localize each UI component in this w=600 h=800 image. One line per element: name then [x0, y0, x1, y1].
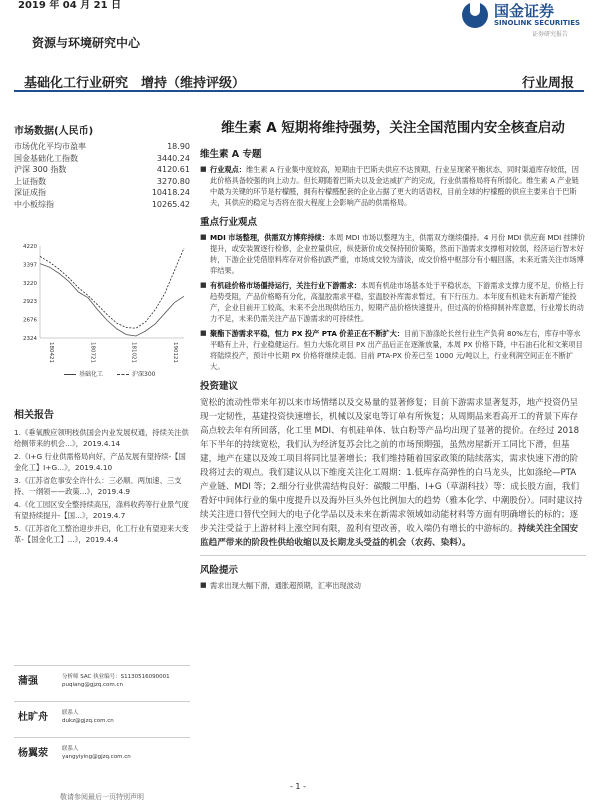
bullet-text: 本周 MDI 市场以整理为主，供需双方继续僵持。4 月份 MDI 供应商 MDI 挂牌价提升，或安装置逐行检修，企业控量供应，纵使新价成交保持韧价策略，然而下游需求支撑相对较弱，经济运行智未好转，下游企业凭借原料库存对价格抗跌严重，市场成交较为清淡，成交价格中枢部分有小幅回落，未来近需关注市场博弈结果。 [210, 233, 586, 275]
market-label: 沪深 300 指数 [14, 165, 67, 175]
paragraph-emphasis: 持续关注全国安监趋严带来的阶段性供给收缩以及长期龙头受益的机会（农药、染料）。 [200, 524, 579, 548]
market-value: 3270.80 [156, 176, 190, 186]
legend-label: 基础化工 [79, 371, 104, 378]
logo-text-en: SINOLINK SECURITIES [494, 19, 581, 27]
market-row [14, 176, 190, 188]
bullet-lead: 行业观点： [210, 165, 246, 174]
analyst-name: 蒲强 [18, 676, 38, 687]
related-reports [14, 406, 190, 547]
related-item[interactable]: 4.《化工园区安全整持续高压，涤料收药等行业景气度有望持续提升-【国...》，2019.4.7 [14, 500, 189, 520]
bullet-lead: 有机硅价格市场僵持运行，关注行业下游需求： [210, 281, 361, 290]
market-row [14, 187, 190, 199]
bullet-item [200, 232, 586, 276]
x-tick-label: 180721 [89, 342, 96, 363]
y-tick-label: 2923 [23, 299, 37, 306]
logo-text-cn: 国金证券 [494, 2, 555, 20]
section-heading: 重点行业观点 [200, 217, 258, 228]
analyst-info: 联系人 [62, 746, 79, 752]
bullet-text: 维生素 A 行业集中度较高，短期由于巴斯夫供应不达预期，行业呈现紧平衡状态，同时渠道库存较低，因此价格具备较强的向上动力。但长期随着巴斯夫以及金达威扩产的完成，行业供需格局将有所弱化。维生素 A 产业链中最为关键的环节是柠檬醛，拥有柠檬醛配套的企业占据了更大的话语权，目前全球的柠檬醛的供应主要来自于巴斯夫，其供应的稳定与否将在很大程度上会影响产品的供需格局。 [210, 165, 579, 207]
analyst-card [14, 737, 190, 773]
chart-legend [64, 369, 155, 378]
analyst-name: 杨翼荥 [18, 748, 48, 759]
market-data [14, 122, 190, 211]
market-value: 10265.42 [151, 199, 190, 209]
legend-item [117, 369, 155, 378]
bullet-icon: ■ [200, 281, 207, 289]
logo-subtext: 证券研究报告 [532, 31, 569, 38]
analyst-info: 联系人 [62, 710, 79, 716]
market-data-title: 市场数据(人民币) [14, 126, 94, 137]
market-value: 3440.24 [156, 153, 190, 163]
page-footer [0, 780, 600, 800]
bullet-lead: 聚酯下游需求平稳，恒力 PX 投产 PTA 价差正在不断扩大： [210, 329, 405, 338]
bullet-text: 本周有机硅市场基本处于平稳状态，下游需求支撑力度不足，价格上行趋势受阻，产品价格略有分化，高温胶需求平稳，室温胶补库需求暂过，有下行压力。本年度有机硅未有新增产能投产，企业目前开工较高，未来不会出现供给压力，短期产品价格快速提升，但过高的价格抑制补库意愿，行业增长的动力不足，未来仍需关注产品下游需求的可持续性。 [210, 281, 584, 323]
section-heading: 投资建议 [200, 381, 239, 392]
index-chart [14, 238, 190, 386]
analyst-info: 分析师 SAC 执业编号：S1130516090001 [62, 674, 170, 680]
divider [200, 555, 586, 556]
x-tick-label: 181021 [130, 342, 137, 363]
analyst-card [14, 701, 190, 737]
bullet-icon: ■ [200, 329, 207, 337]
bullet-item [200, 164, 586, 208]
bullet-icon: ■ [200, 233, 207, 241]
section-heading: 维生素 A 专题 [200, 149, 262, 160]
bullet-icon: ■ [200, 165, 207, 173]
analyst-email[interactable]: yangyiying@gjzq.com.cn [62, 754, 131, 760]
y-tick-label: 2676 [23, 317, 37, 324]
y-tick-label: 2324 [23, 336, 37, 342]
related-item[interactable]: 2.《I+G 行业供需格局向好，产品发展有望持续-【国金化工】I+G...》，2019.4.10 [14, 452, 186, 472]
x-tick-label: 180421 [48, 342, 54, 363]
market-row [14, 164, 190, 176]
series-line [40, 264, 184, 336]
analyst-email[interactable]: puqiang@gjzq.com.cn [62, 682, 123, 688]
department: 资源与环境研究中心 [32, 36, 141, 50]
x-tick-label: 190121 [172, 342, 178, 363]
section-heading: 风险提示 [200, 565, 239, 576]
footer-disclaimer: 敬请参阅最后一页特别声明 [60, 793, 144, 800]
report-title: 维生素 A 短期将维持强势，关注全国范围内安全核查启动 [221, 120, 565, 136]
bullet-text: 需求出现大幅下滑，通胀超预期，汇率出现波动 [210, 581, 361, 590]
legend-label: 沪深300 [132, 371, 156, 378]
y-tick-label: 3220 [23, 280, 37, 287]
y-tick-label: 4220 [23, 244, 37, 250]
analyst-name: 杜旷舟 [18, 712, 48, 723]
bullet-item [200, 328, 586, 372]
market-label: 中小板综指 [14, 199, 54, 209]
investment-paragraph [200, 396, 586, 550]
related-item[interactable]: 5.《江苏省化工整治迎步并启，化工行业有望迎来大变革-【国金化工】...》，2019.4.4 [14, 524, 189, 544]
market-row [14, 199, 190, 211]
market-value: 18.90 [167, 142, 190, 151]
report-category: 基础化工行业研究 增持（维持评级） [24, 76, 246, 91]
legend-item [64, 369, 103, 378]
market-label: 上证指数 [14, 176, 46, 186]
market-label: 市场优化平均市盈率 [14, 142, 86, 151]
report-date: 2019 年 04 月 21 日 [18, 0, 122, 11]
y-tick-label: 3397 [23, 262, 37, 269]
related-title: 相关报告 [14, 410, 54, 421]
related-item[interactable]: 3.《江苏省危事安全许什么：三必顺、两加速、三支持、一纲领——政策...》，2019.4.9 [14, 476, 182, 496]
bullet-item [200, 580, 586, 591]
report-type: 行业周报 [521, 76, 574, 91]
main-content [200, 118, 586, 595]
logo-mark-icon [462, 2, 488, 28]
analyst-card [14, 665, 190, 701]
bullet-text: 目前下游涤纶长丝行业生产负荷 80%左右，库存中等水平略有上升，行业稳健运行。恒力大炼化项目 PX 出产品后正在逐渐放量，本周 PX 价格下降，中石油石化和文莱项目将陆续投产，预计中长期 PX 价格将继续走弱。目前 PTA-PX 价差已至 1000 元/吨以上，行业利润空间正在不断扩大。 [210, 329, 583, 371]
related-item[interactable]: 1.《垂氧酸应领明枝供国会内业发展权通，持续关注供给侧带来的机会...》，2019.4.14 [14, 428, 189, 448]
market-label: 国金基础化工指数 [14, 153, 78, 163]
company-logo [462, 0, 600, 42]
market-value: 10418.24 [151, 188, 190, 198]
market-value: 4120.61 [156, 165, 190, 175]
bullet-icon: ■ [200, 581, 207, 589]
market-label: 深证成指 [14, 188, 46, 198]
analyst-email[interactable]: dukz@gjzq.com.cn [62, 718, 114, 724]
paragraph-text: 宽松的流动性带来年初以来市场情绪以及交易量的显著修复；目前下游需求显著复苏，地产投资仍呈现一定韧性，基建投资快速增长，机械以及家电等订单有所恢复；从周期品来看高开工的背景下库存高点较去年有所回落，化工里 MDI、有机硅单体、钛白粉等产品均出现了显著的提价。在经过 2018 年下半年的持续宽松，我们认为经济复苏会比之前的市场预期强，虽然房屋新开工同比下滑，但基建，地产在建以及竣工项目将同比显著增长；我们维持随着国家政策的陆续落实，需求快速下滑的阶段将过去的观点。我们建议从以下维度关注化工周期：1.低库存高弹性的白马龙头，比如涤纶—PTA 产业链、MDI 等；2.细分行业供需结构良好：碳酸二甲酯、I+G（草湖科技）等：成长股方面，我们看好中间体行业的集中度提升以及海外巨头外包比例加大的趋势（雅本化学、中潮股份）。同时建议持续关注进口替代空间大的电子化学品以及未来在新需求领域如动能材料等方面有明确增长的标的；逐步关注受益于上游材料上涨空间有限，盈利有望改善，收入端仍有增长的中游标的。 [200, 398, 583, 534]
market-row [14, 153, 190, 165]
analysts [14, 665, 190, 773]
page-number: - 1 - [290, 782, 306, 791]
title-bar [14, 70, 584, 92]
bullet-lead: MDI 市场整理，供需双方博弈持续： [210, 233, 329, 242]
market-row [14, 141, 190, 153]
bullet-item [200, 280, 586, 324]
